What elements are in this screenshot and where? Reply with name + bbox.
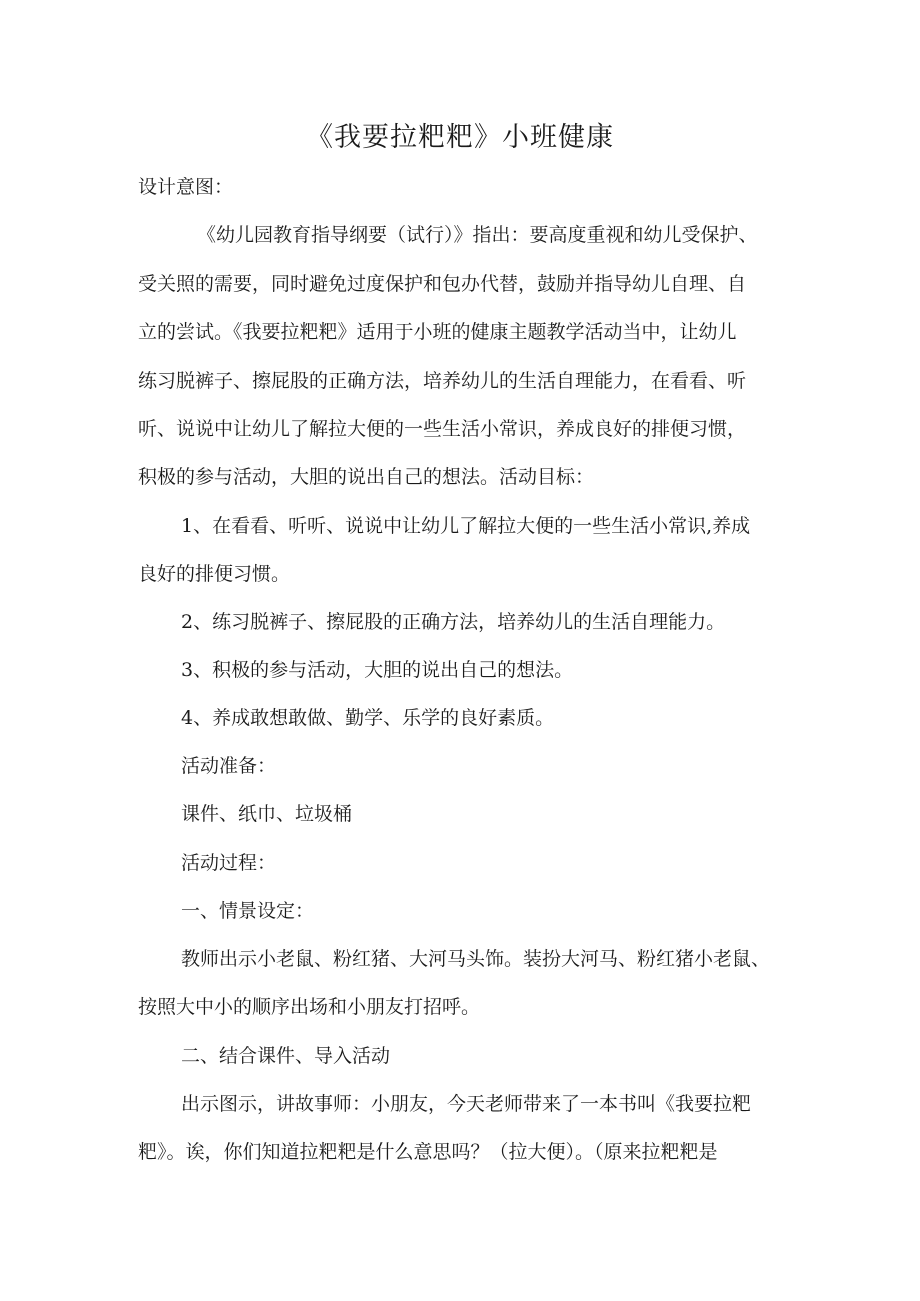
- paragraph-line: 立的尝试。《我要拉粑粑》适用于小班的健康主题教学活动当中，让幼儿: [138, 321, 737, 343]
- preparation-materials: 课件、纸巾、垃圾桶: [181, 803, 353, 825]
- paragraph-line: 受关照的需要，同时避免过度保护和包办代替，鼓励并指导幼儿自理、自: [138, 273, 747, 295]
- step-heading-1: 一、情景设定：: [181, 900, 315, 922]
- paragraph-line: 听、说说中让幼儿了解拉大便的一些生活小常识，养成良好的排便习惯，: [138, 418, 747, 440]
- document-title: 《我要拉粑粑》小班健康: [306, 122, 614, 153]
- heading-design-intent: 设计意图：: [138, 176, 234, 198]
- goal-item-4: 4、养成敢想敢做、勤学、乐学的良好素质。: [181, 707, 555, 729]
- goal-item-2: 2、练习脱裤子、擦屁股的正确方法，培养幼儿的生活自理能力。: [181, 611, 726, 633]
- paragraph-line: 《幼儿园教育指导纲要（试行）》指出：要高度重视和幼儿受保护、: [197, 224, 758, 246]
- paragraph-line: 教师出示小老鼠、粉红猪、大河马头饰。装扮大河马、粉红猪小老鼠、: [181, 948, 771, 970]
- paragraph-line: 练习脱裤子、擦屁股的正确方法，培养幼儿的生活自理能力，在看看、听: [138, 370, 747, 392]
- goal-item-3: 3、积极的参与活动，大胆的说出自己的想法。: [181, 659, 574, 681]
- paragraph-line: 粑》。诶，你们知道拉粑粑是什么意思吗？（拉大便）。（原来拉粑粑是: [138, 1141, 718, 1163]
- goal-item-1: 1、在看看、听听、说说中让幼儿了解拉大便的一些生活小常识,养成: [181, 515, 751, 537]
- paragraph-line: 出示图示，讲故事师：小朋友，今天老师带来了一本书叫《我要拉粑: [181, 1093, 752, 1115]
- goal-item-1-cont: 良好的排便习惯。: [138, 563, 291, 585]
- paragraph-line: 积极的参与活动，大胆的说出自己的想法。活动目标：: [138, 466, 595, 488]
- heading-process: 活动过程：: [181, 852, 277, 874]
- heading-preparation: 活动准备：: [181, 755, 277, 777]
- step-heading-2: 二、结合课件、导入活动: [181, 1045, 391, 1067]
- paragraph-line: 按照大中小的顺序出场和小朋友打招呼。: [138, 996, 481, 1018]
